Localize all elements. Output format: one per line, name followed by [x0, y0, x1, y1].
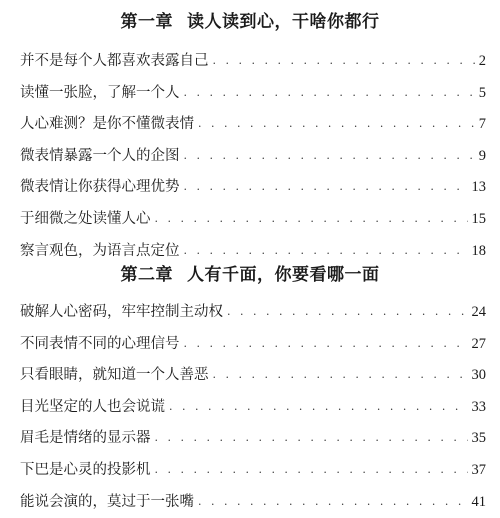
chapter-1-heading: [0, 7, 500, 32]
dot-leader: [198, 486, 468, 518]
toc-entry-title: 察言观色，为语言点定位: [20, 236, 184, 268]
toc-entry[interactable]: [20, 78, 486, 110]
toc-entry-title: 微表情暴露一个人的企图: [20, 141, 184, 173]
dot-leader: [169, 391, 468, 423]
toc-entry[interactable]: [20, 297, 486, 329]
toc-entry-title: 目光坚定的人也会说谎: [20, 392, 169, 424]
toc-entry-title: 下巴是心灵的投影机: [20, 455, 155, 487]
toc-entry-title: 眉毛是情绪的显示器: [20, 423, 155, 455]
chapter-2-number: 第二章: [120, 265, 173, 285]
dot-leader: [184, 77, 475, 109]
toc-entry[interactable]: [20, 329, 486, 361]
toc-entry[interactable]: [20, 392, 486, 424]
toc-entry-page: 5: [475, 78, 486, 110]
toc-entry-page: 15: [468, 204, 487, 236]
dot-leader: [198, 108, 475, 140]
toc-entry[interactable]: [20, 141, 486, 173]
toc-entry-title: 只看眼睛，就知道一个人善恶: [20, 360, 213, 392]
toc-entry-page: 33: [468, 392, 487, 424]
toc-entry[interactable]: [20, 204, 486, 236]
chapter-2-heading: [0, 260, 500, 285]
dot-leader: [184, 328, 468, 360]
toc-entry[interactable]: [20, 455, 486, 487]
toc-entry-page: 30: [468, 360, 487, 392]
toc-entry-title: 能说会演的，莫过于一张嘴: [20, 487, 198, 518]
chapter-1-number: 第一章: [120, 12, 173, 32]
toc-entry-page: 24: [468, 297, 487, 329]
toc-entry[interactable]: [20, 46, 486, 78]
dot-leader: [155, 422, 468, 454]
dot-leader: [213, 45, 475, 77]
toc-entry-page: 7: [475, 109, 486, 141]
chapter-1-entries: [20, 46, 486, 267]
toc-entry-page: 2: [475, 46, 486, 78]
toc-entry-title: 微表情让你获得心理优势: [20, 172, 184, 204]
toc-entry[interactable]: [20, 423, 486, 455]
dot-leader: [184, 140, 475, 172]
dot-leader: [155, 203, 468, 235]
toc-entry-title: 破解人心密码，牢牢控制主动权: [20, 297, 227, 329]
toc-entry-page: 9: [475, 141, 486, 173]
dot-leader: [184, 171, 468, 203]
toc-entry-title: 人心难测？是你不懂微表情: [20, 109, 198, 141]
chapter-2-entries: [20, 297, 486, 518]
toc-entry-page: 37: [468, 455, 487, 487]
toc-entry-title: 于细微之处读懂人心: [20, 204, 155, 236]
toc-entry[interactable]: [20, 487, 486, 518]
toc-entry-page: 41: [468, 487, 487, 518]
dot-leader: [155, 454, 468, 486]
toc-entry[interactable]: [20, 172, 486, 204]
dot-leader: [213, 359, 468, 391]
toc-entry-title: 不同表情不同的心理信号: [20, 329, 184, 361]
toc-entry-page: 18: [468, 236, 487, 268]
dot-leader: [227, 296, 468, 328]
toc-entry[interactable]: [20, 109, 486, 141]
toc-entry-title: 并不是每个人都喜欢表露自己: [20, 46, 213, 78]
toc-entry-page: 35: [468, 423, 487, 455]
toc-entry-page: 13: [468, 172, 487, 204]
chapter-2-title: 人有千面，你要看哪一面: [187, 265, 380, 285]
toc-entry[interactable]: [20, 360, 486, 392]
toc-entry-page: 27: [468, 329, 487, 361]
toc-entry-title: 读懂一张脸，了解一个人: [20, 78, 184, 110]
chapter-1-title: 读人读到心，干啥你都行: [187, 12, 380, 32]
